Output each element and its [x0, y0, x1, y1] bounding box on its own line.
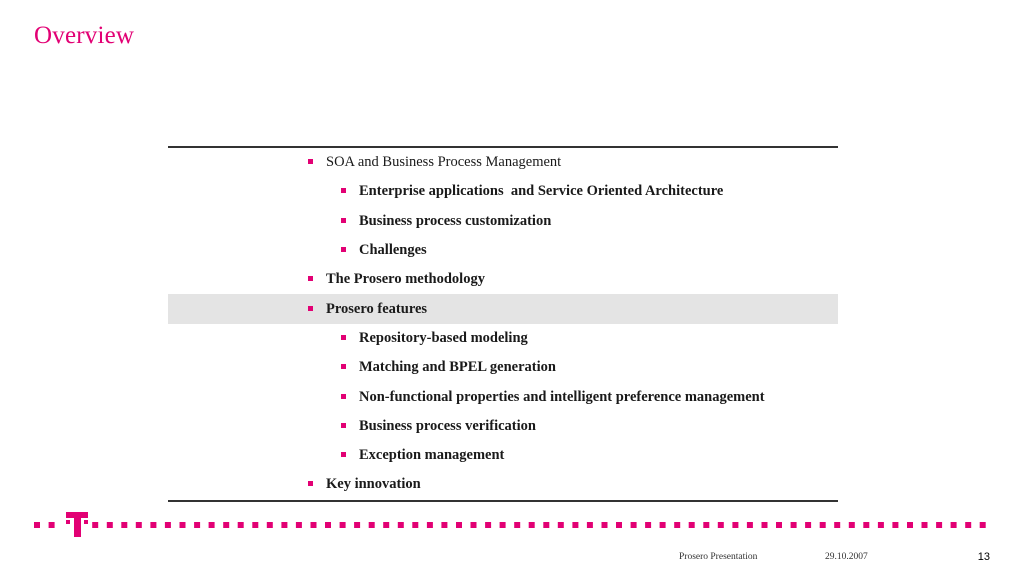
brand-dot [834, 522, 840, 528]
brand-dot [485, 522, 491, 528]
brand-dot [209, 522, 215, 528]
agenda-item-text: Matching and BPEL generation [359, 359, 556, 376]
brand-dot [922, 522, 928, 528]
agenda-item-text: Prosero features [326, 300, 428, 317]
brand-dot [252, 522, 258, 528]
brand-dot [602, 522, 608, 528]
brand-dot [572, 522, 578, 528]
square-bullet-icon [308, 159, 313, 164]
brand-dot [660, 522, 666, 528]
square-bullet-icon [341, 423, 346, 428]
brand-dot [398, 522, 404, 528]
agenda-list [168, 146, 838, 502]
agenda-item [168, 177, 838, 206]
brand-dot [529, 522, 535, 528]
brand-dot [427, 522, 433, 528]
footer-presentation-name: Prosero Presentation [679, 552, 758, 562]
brand-dot [441, 522, 447, 528]
square-bullet-icon [341, 247, 346, 252]
slide-title: Overview [34, 22, 135, 49]
brand-dot [965, 522, 971, 528]
brand-dot [776, 522, 782, 528]
brand-dot [412, 522, 418, 528]
brand-dot [558, 522, 564, 528]
agenda-item [168, 236, 838, 265]
brand-dot [631, 522, 637, 528]
brand-dot [762, 522, 768, 528]
brand-dot [718, 522, 724, 528]
brand-dot [616, 522, 622, 528]
brand-dot [471, 522, 477, 528]
brand-dot [892, 522, 898, 528]
agenda-item-text: Challenges [359, 242, 427, 259]
brand-dot [238, 522, 244, 528]
square-bullet-icon [308, 481, 313, 486]
brand-dot [49, 522, 55, 528]
agenda-item-text: Repository-based modeling [359, 329, 528, 346]
page-number: 13 [977, 551, 990, 563]
brand-dot [180, 522, 186, 528]
agenda-item-text: Non-functional properties and intelligent preference management [359, 388, 765, 405]
brand-dot [747, 522, 753, 528]
brand-dot [863, 522, 869, 528]
brand-dot [165, 522, 171, 528]
brand-dot [500, 522, 506, 528]
brand-dot [311, 522, 317, 528]
brand-dot [907, 522, 913, 528]
telekom-t-logo-icon [66, 512, 88, 537]
brand-dot [354, 522, 360, 528]
brand-dot [456, 522, 462, 528]
brand-dot-bar [34, 510, 994, 540]
brand-dot [849, 522, 855, 528]
square-bullet-icon [341, 188, 346, 193]
square-bullet-icon [341, 394, 346, 399]
brand-dot [107, 522, 113, 528]
square-bullet-icon [308, 306, 313, 311]
agenda-item-text: Enterprise applications and Service Oriented Architecture [359, 183, 724, 200]
brand-dot [805, 522, 811, 528]
square-bullet-icon [341, 452, 346, 457]
agenda-item-text: Exception management [359, 447, 505, 464]
brand-dot [121, 522, 127, 528]
brand-dot [296, 522, 302, 528]
square-bullet-icon [341, 364, 346, 369]
agenda-item [168, 470, 838, 499]
agenda-item [168, 324, 838, 353]
agenda-item-text: Business process verification [359, 417, 536, 434]
brand-dot [340, 522, 346, 528]
brand-dot [645, 522, 651, 528]
square-bullet-icon [341, 218, 346, 223]
brand-dot [878, 522, 884, 528]
square-bullet-icon [308, 276, 313, 281]
agenda-item [168, 412, 838, 441]
agenda-item [168, 148, 838, 177]
brand-dot [369, 522, 375, 528]
agenda-item [168, 353, 838, 382]
footer-date: 29.10.2007 [825, 552, 868, 562]
brand-dot [150, 522, 156, 528]
brand-dot [136, 522, 142, 528]
agenda-item-text: Key innovation [326, 476, 421, 493]
agenda-item-text: The Prosero methodology [326, 271, 485, 288]
brand-dot [325, 522, 331, 528]
agenda-item-text: Business process customization [359, 212, 552, 229]
brand-dot [674, 522, 680, 528]
brand-dot [689, 522, 695, 528]
brand-dot [267, 522, 273, 528]
brand-dot [543, 522, 549, 528]
agenda-item [168, 207, 838, 236]
brand-dot [194, 522, 200, 528]
brand-dot [587, 522, 593, 528]
brand-dot [951, 522, 957, 528]
brand-dot [34, 522, 40, 528]
agenda-item [168, 382, 838, 411]
agenda-item-text: SOA and Business Process Management [326, 154, 562, 171]
brand-dot [820, 522, 826, 528]
brand-dot [514, 522, 520, 528]
brand-dot [223, 522, 229, 528]
brand-dot [732, 522, 738, 528]
brand-dot-bar-graphic [34, 510, 994, 540]
brand-dot [703, 522, 709, 528]
brand-dot [92, 522, 98, 528]
brand-dot [936, 522, 942, 528]
brand-dot [980, 522, 986, 528]
brand-dot [281, 522, 287, 528]
brand-dot [791, 522, 797, 528]
agenda-item-current [168, 294, 838, 323]
brand-dots [34, 522, 986, 528]
brand-dot [383, 522, 389, 528]
square-bullet-icon [341, 335, 346, 340]
agenda-item [168, 441, 838, 470]
agenda-item [168, 265, 838, 294]
